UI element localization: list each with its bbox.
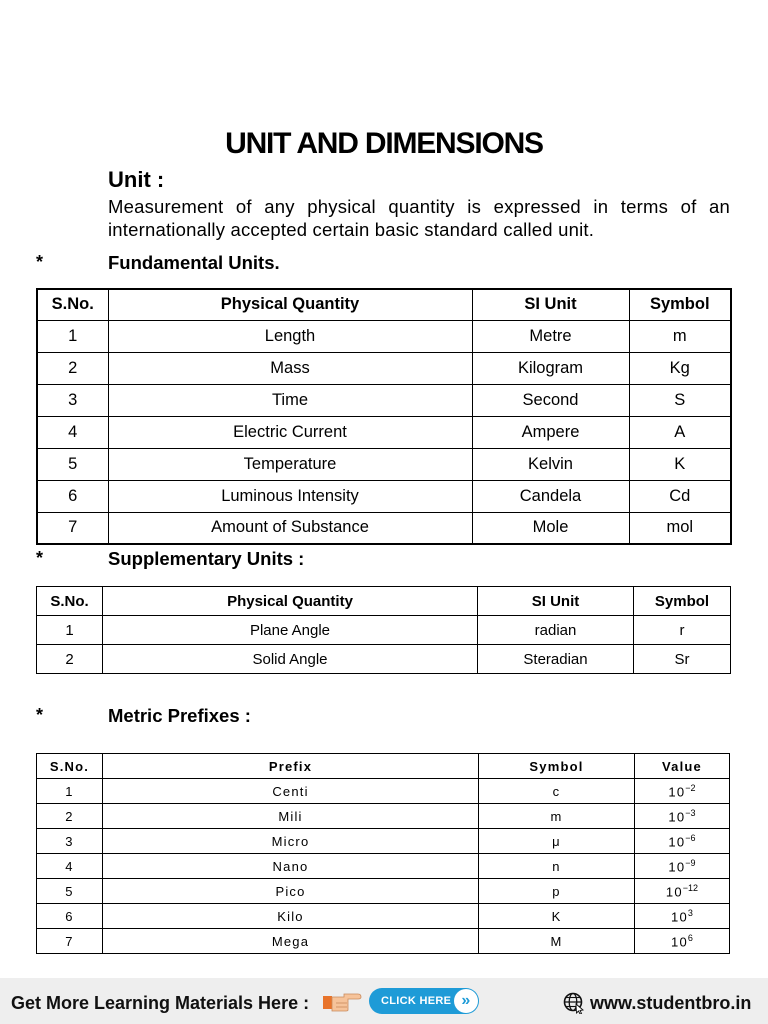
value-base: 10 — [665, 884, 683, 900]
table-cell: K — [479, 904, 635, 929]
table-cell: 7 — [37, 929, 103, 954]
table-row — [37, 645, 731, 674]
table-row — [37, 929, 730, 954]
table-cell: Solid Angle — [103, 645, 478, 674]
value-base: 10 — [668, 834, 686, 850]
table-cell: M — [479, 929, 635, 954]
table-cell: c — [479, 779, 635, 804]
value-exponent: −12 — [682, 882, 699, 893]
value-base: 10 — [668, 809, 686, 825]
table-cell: Metre — [472, 320, 629, 352]
metric-prefixes-table — [36, 753, 730, 954]
table-cell: radian — [478, 616, 634, 645]
table-cell: Kilogram — [472, 352, 629, 384]
value-cell — [635, 804, 730, 829]
supplementary-units-heading: Supplementary Units : — [108, 548, 305, 569]
table-cell: r — [634, 616, 731, 645]
fundamental-units-heading: Fundamental Units. — [108, 252, 280, 273]
website-link[interactable]: www.studentbro.in — [590, 993, 752, 1013]
value-cell — [635, 929, 730, 954]
table-cell: 4 — [37, 416, 108, 448]
table-row — [37, 904, 730, 929]
value-exponent: −6 — [685, 832, 696, 843]
table-cell: Micro — [103, 829, 479, 854]
table-cell: mol — [629, 512, 731, 544]
table-row — [37, 804, 730, 829]
globe-icon — [563, 992, 585, 1014]
table-cell: 6 — [37, 904, 103, 929]
table-cell: μ — [479, 829, 635, 854]
table-cell: Mole — [472, 512, 629, 544]
bullet-star: * — [36, 705, 44, 725]
column-header: S.No. — [37, 587, 103, 616]
bullet-star: * — [36, 548, 44, 568]
table-cell: n — [479, 854, 635, 879]
column-header: SI Unit — [478, 587, 634, 616]
table-row — [37, 854, 730, 879]
table-row — [37, 320, 731, 352]
click-here-button[interactable] — [369, 988, 479, 1014]
table-cell: m — [479, 804, 635, 829]
table-cell: Sr — [634, 645, 731, 674]
value-exponent: −2 — [685, 782, 696, 793]
column-header: S.No. — [37, 289, 108, 320]
bullet-star: * — [36, 252, 44, 272]
value-exponent: 6 — [687, 932, 693, 943]
table-cell: p — [479, 879, 635, 904]
table-row — [37, 512, 731, 544]
pointing-hand-icon — [322, 989, 362, 1013]
table-row — [37, 879, 730, 904]
supplementary-units-table — [36, 586, 731, 674]
table-cell: Kg — [629, 352, 731, 384]
table-cell: 3 — [37, 829, 103, 854]
table-cell: Temperature — [108, 448, 472, 480]
metric-prefixes-heading: Metric Prefixes : — [108, 705, 251, 726]
unit-definition: Measurement of any physical quantity is expressed in terms of an internationally accepted certain basic standard called unit. — [108, 196, 730, 240]
table-row — [37, 352, 731, 384]
table-cell: K — [629, 448, 731, 480]
column-header: SI Unit — [472, 289, 629, 320]
table-cell: Ampere — [472, 416, 629, 448]
column-header: Symbol — [629, 289, 731, 320]
value-base: 10 — [668, 784, 686, 800]
column-header: Symbol — [634, 587, 731, 616]
table-cell: A — [629, 416, 731, 448]
table-header-row — [37, 289, 731, 320]
table-row — [37, 829, 730, 854]
value-cell — [635, 829, 730, 854]
table-cell: Mega — [103, 929, 479, 954]
footer-cta-text: Get More Learning Materials Here : — [11, 993, 310, 1013]
table-row — [37, 416, 731, 448]
table-cell: 1 — [37, 616, 103, 645]
table-cell: Plane Angle — [103, 616, 478, 645]
column-header: Physical Quantity — [103, 587, 478, 616]
table-cell: 4 — [37, 854, 103, 879]
column-header: Symbol — [479, 754, 635, 779]
table-cell: Candela — [472, 480, 629, 512]
table-cell: Mass — [108, 352, 472, 384]
table-cell: Time — [108, 384, 472, 416]
value-cell — [635, 879, 730, 904]
table-cell: Cd — [629, 480, 731, 512]
table-row — [37, 480, 731, 512]
click-here-label: CLICK HERE — [381, 995, 452, 1007]
table-cell: 1 — [37, 320, 108, 352]
table-row — [37, 616, 731, 645]
table-cell: Amount of Substance — [108, 512, 472, 544]
table-cell: m — [629, 320, 731, 352]
table-cell: 5 — [37, 448, 108, 480]
table-cell: 7 — [37, 512, 108, 544]
table-header-row — [37, 587, 731, 616]
double-chevron-right-icon: » — [454, 989, 478, 1013]
table-cell: 1 — [37, 779, 103, 804]
table-cell: 2 — [37, 645, 103, 674]
table-cell: Second — [472, 384, 629, 416]
table-row — [37, 779, 730, 804]
table-row — [37, 448, 731, 480]
table-row — [37, 384, 731, 416]
table-cell: Centi — [103, 779, 479, 804]
table-cell: Steradian — [478, 645, 634, 674]
table-cell: Pico — [103, 879, 479, 904]
value-exponent: −9 — [685, 857, 696, 868]
table-cell: Length — [108, 320, 472, 352]
value-cell — [635, 779, 730, 804]
page-title: UNIT AND DIMENSIONS — [225, 127, 543, 160]
column-header: Value — [635, 754, 730, 779]
fundamental-units-table — [36, 288, 732, 545]
table-header-row — [37, 754, 730, 779]
value-cell — [635, 904, 730, 929]
footer-banner — [0, 978, 768, 1024]
value-cell — [635, 854, 730, 879]
table-cell: Luminous Intensity — [108, 480, 472, 512]
value-base: 10 — [671, 909, 688, 925]
column-header: Physical Quantity — [108, 289, 472, 320]
value-exponent: 3 — [687, 907, 693, 918]
column-header: Prefix — [103, 754, 479, 779]
table-cell: Mili — [103, 804, 479, 829]
value-exponent: −3 — [685, 807, 696, 818]
value-base: 10 — [671, 934, 688, 950]
table-cell: 2 — [37, 352, 108, 384]
table-cell: 5 — [37, 879, 103, 904]
table-cell: Kilo — [103, 904, 479, 929]
table-cell: S — [629, 384, 731, 416]
value-base: 10 — [668, 859, 686, 875]
table-cell: 3 — [37, 384, 108, 416]
column-header: S.No. — [37, 754, 103, 779]
table-cell: Electric Current — [108, 416, 472, 448]
table-cell: Kelvin — [472, 448, 629, 480]
table-cell: Nano — [103, 854, 479, 879]
table-cell: 6 — [37, 480, 108, 512]
table-cell: 2 — [37, 804, 103, 829]
unit-heading: Unit : — [108, 167, 165, 192]
